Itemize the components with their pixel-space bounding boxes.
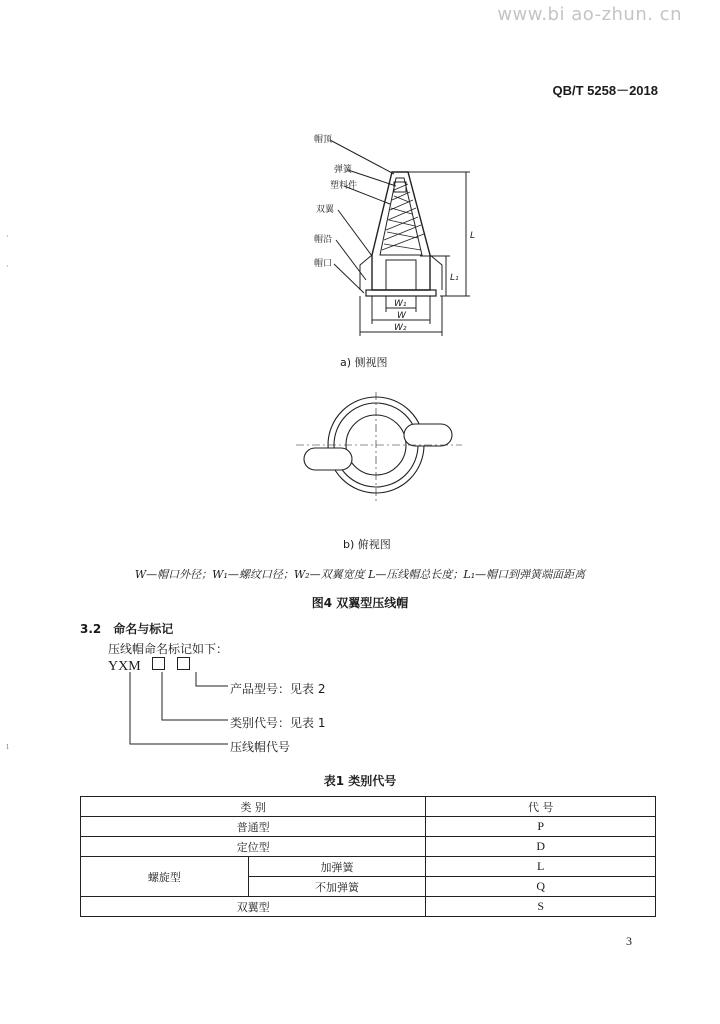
annotation-product-model: 产品型号：见表 2 [230, 682, 326, 696]
callout-cap-rim: 帽沿 [314, 235, 333, 245]
code-prefix: YXM [108, 659, 141, 674]
cell-category: 双翼型 [81, 897, 426, 917]
cell-category: 普通型 [81, 817, 426, 837]
scan-mark: · [6, 232, 9, 242]
section-heading [80, 620, 173, 637]
callout-cap-top: 帽顶 [314, 135, 333, 145]
marking-leader-lines [100, 668, 240, 752]
watermark: www.bi ao-zhun. cn [497, 4, 682, 25]
callout-plastic-part: 塑料件 [330, 181, 358, 191]
dim-label-W1: W₁ [394, 299, 407, 309]
cell-category: 定位型 [81, 837, 426, 857]
top-view-drawing [294, 390, 464, 510]
category-code-table [80, 796, 656, 917]
annotation-connector-code: 压线帽代号 [230, 740, 291, 754]
dim-label-L1: L₁ [450, 273, 459, 283]
section-number: 3.2 [80, 622, 102, 636]
cell-code: P [426, 817, 656, 837]
table-header-row [81, 797, 656, 817]
cell-code: L [426, 857, 656, 877]
callout-double-wing: 双翼 [316, 205, 335, 215]
section-paragraph: 压线帽命名标记如下： [108, 642, 229, 656]
table-title: 表1 类别代号 [323, 774, 397, 788]
cell-code: S [426, 897, 656, 917]
annotation-category-code: 类别代号：见表 1 [230, 716, 326, 730]
table-row [81, 837, 656, 857]
header-category: 类 别 [81, 797, 426, 817]
header-code: 代 号 [426, 797, 656, 817]
cell-subcategory: 不加弹簧 [248, 877, 426, 897]
table-row [81, 897, 656, 917]
page-number: 3 [626, 934, 632, 948]
dim-label-W: W [397, 311, 406, 321]
cell-subcategory: 加弹簧 [248, 857, 426, 877]
section-title: 命名与标记 [113, 622, 174, 636]
caption-side-view: a) 侧视图 [340, 356, 388, 369]
caption-top-view: b) 俯视图 [343, 538, 391, 551]
cell-code: D [426, 837, 656, 857]
callout-cap-mouth: 帽口 [314, 259, 333, 269]
table-row [81, 817, 656, 837]
cell-code: Q [426, 877, 656, 897]
scan-mark: · [6, 262, 9, 272]
table-row [81, 857, 656, 877]
figure-legend: W—帽口外径；W₁—螺纹口径；W₂—双翼宽度 L—压线帽总长度；L₁—帽口到弹簧端面距离 [134, 568, 586, 581]
scan-mark: ı [6, 742, 9, 752]
standard-number: QB/T 5258－2018 [552, 83, 658, 98]
dim-label-W2: W₂ [394, 323, 407, 333]
cell-category: 螺旋型 [81, 857, 249, 897]
figure-title: 图4 双翼型压线帽 [311, 596, 409, 610]
callout-spring: 弹簧 [334, 165, 353, 175]
dim-label-L: L [470, 231, 476, 241]
side-view-drawing [300, 130, 500, 345]
